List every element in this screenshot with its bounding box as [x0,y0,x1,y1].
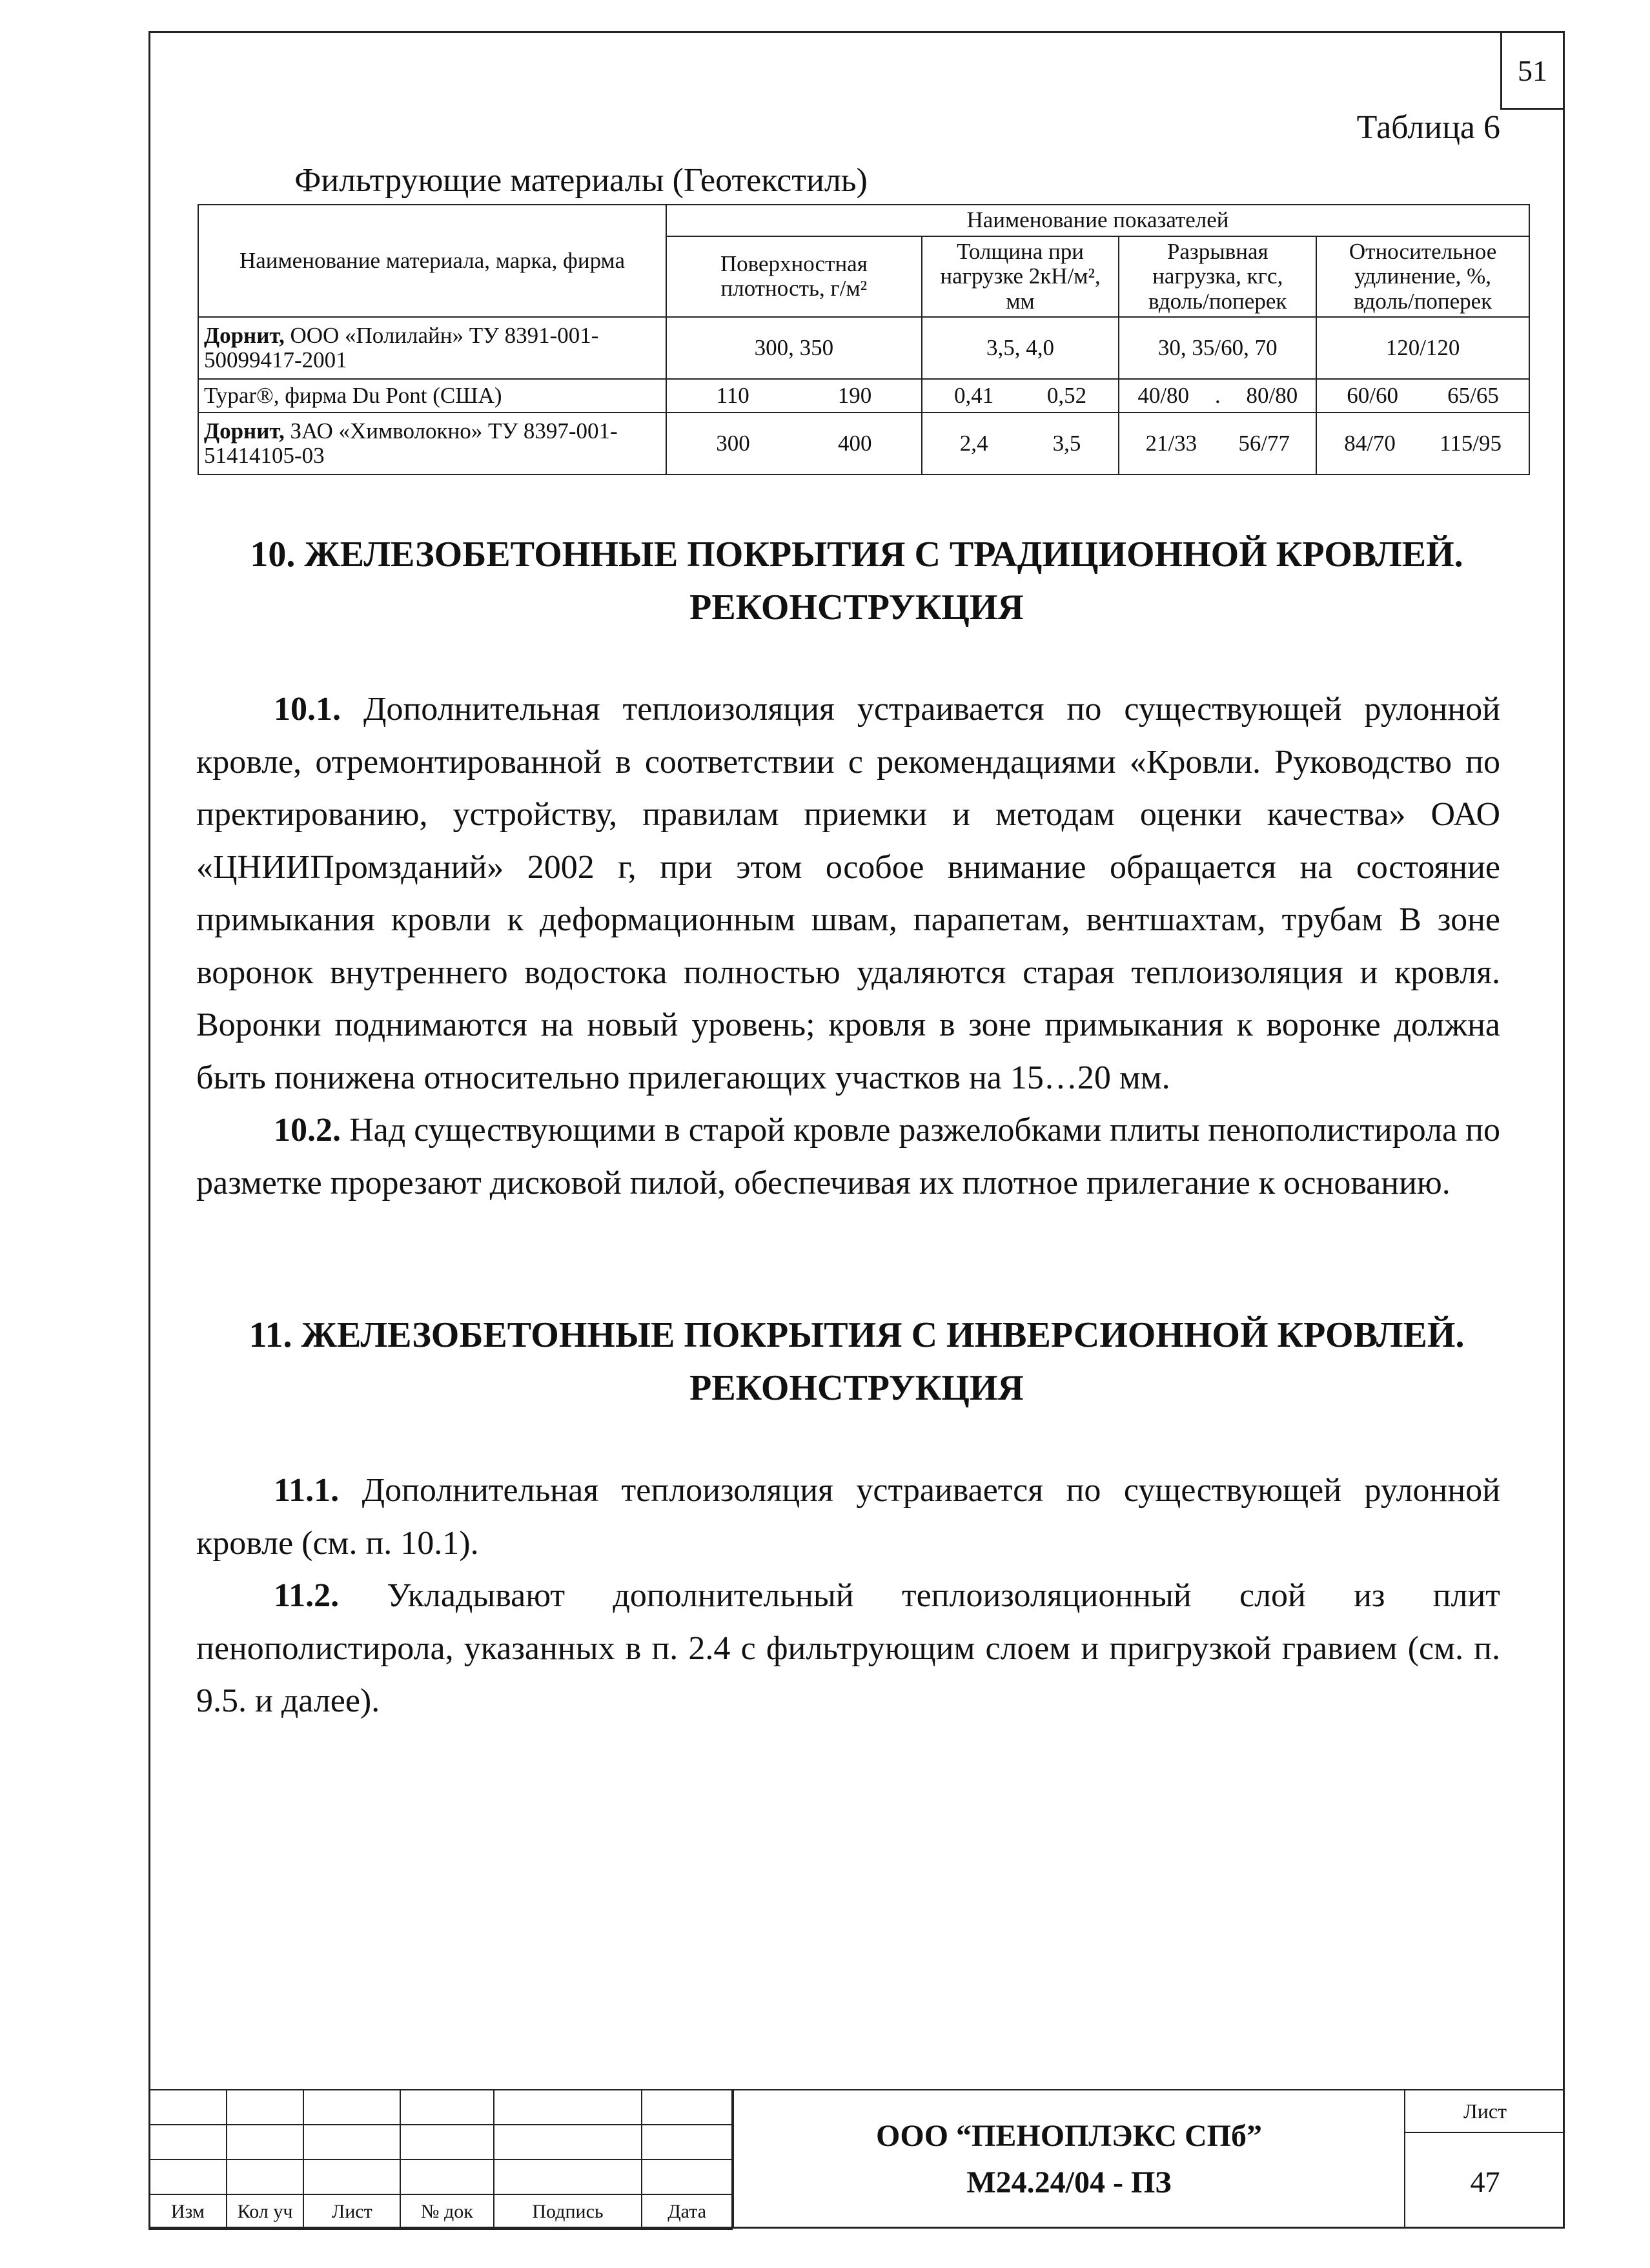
header-thickness: Толщина при нагрузке 2кН/м², мм [922,236,1119,318]
material-name: Дорнит, ЗАО «Химволокно» ТУ 8397-001-51414105-03 [198,413,666,475]
sheet-label: Лист [1405,2090,1565,2133]
elongation-cell: 120/120 [1316,317,1529,379]
org-name: ООО “ПЕНОПЛЭКС СПб” [876,2119,1262,2153]
header-density: Поверхностная плотность, г/м² [666,236,922,318]
title-block [148,2089,1565,2229]
table-row [198,379,1529,413]
table-row [198,413,1529,475]
sheet-number: 47 [1470,2165,1500,2198]
table-row [198,317,1529,379]
density-cell: 300, 350 [666,317,922,379]
col-signature: Подпись [494,2194,642,2229]
revision-grid [148,2089,733,2230]
thickness-cell: 3,5, 4,0 [922,317,1119,379]
paragraph-10-2: 10.2. Над существующими в старой кровле разжелобками плиты пенополистирола по разметке прорезают дисковой пилой, обеспечивая их плотное прилегание к основанию. [196,1112,1500,1201]
elongation-cell: 84/70 115/95 [1316,413,1529,475]
doc-code: М24.24/04 - ПЗ [966,2165,1172,2200]
strength-cell: 30, 35/60, 70 [1119,317,1316,379]
stamp-organization [733,2089,1404,2229]
header-strength: Разрывная нагрузка, кгс, вдоль/поперек [1119,236,1316,318]
header-elongation: Относительное удлинение, %, вдоль/поперек [1316,236,1529,318]
col-list: Лист [303,2194,400,2229]
material-name: Typar®, фирма Du Pont (США) [198,379,666,413]
col-doc-no: № док [400,2194,494,2229]
elongation-cell: 60/60 65/65 [1316,379,1529,413]
material-name: Дорнит, ООО «Полилайн» ТУ 8391-001-50099417-2001 [198,317,666,379]
geotextile-table [198,204,1530,475]
paragraph-10-1: 10.1. Дополнительная теплоизоляция устраивается по существующей рулонной кровле, отремонтированной в соответствии с рекомендациями «Кровли. Руководство по пректированию, устройству, правилам приемки и методам оценки качества» ОАО «ЦНИИПромзданий» 2002 г, при этом особое внимание обращается на состояние примыкания кровли к деформационным швам, парапетам, вентшахтам, трубам В зоне воронок внутреннего водостока полностью удаляются старая теплоизоляция и кровля. Воронки поднимаются на новый уровень; кровля в зоне примыкания к воронке должна быть понижена относительно прилегающих участков на 15…20 мм. [196,691,1500,1096]
density-cell: 110 190 [666,379,922,413]
strength-cell: 21/33 56/77 [1119,413,1316,475]
header-group: Наименование показателей [666,205,1529,236]
thickness-cell: 0,41 0,52 [922,379,1119,413]
thickness-cell: 2,4 3,5 [922,413,1119,475]
stamp-sheet [1404,2089,1565,2229]
density-cell: 300 400 [666,413,922,475]
paragraph-11-2: 11.2. Укладывают дополнительный теплоизоляционный слой из плит пенополистирола, указанных в п. 2.4 с фильтрующим слоем и пригрузкой гравием (см. п. 9.5. и далее). [196,1577,1500,1719]
col-kol-uch: Кол уч [227,2194,304,2229]
table-label: Таблица 6 [1356,109,1500,146]
header-name-col: Наименование материала, марка, фирма [198,205,666,317]
table-title: Фильтрующие материалы (Геотекстиль) [294,162,868,199]
col-izm: Изм [149,2194,227,2229]
page-number: 51 [1500,31,1565,110]
section-10-heading: 10. ЖЕЛЕЗОБЕТОННЫЕ ПОКРЫТИЯ С ТРАДИЦИОННОЙ КРОВЛЕЙ. РЕКОНСТРУКЦИЯ [250,535,1463,628]
col-date: Дата [642,2194,732,2229]
strength-cell: 40/80 . 80/80 [1119,379,1316,413]
section-11-heading: 11. ЖЕЛЕЗОБЕТОННЫЕ ПОКРЫТИЯ С ИНВЕРСИОННОЙ КРОВЛЕЙ. РЕКОНСТРУКЦИЯ [249,1315,1465,1408]
paragraph-11-1: 11.1. Дополнительная теплоизоляция устраивается по существующей рулонной кровле (см. п. 10.1). [196,1472,1500,1562]
